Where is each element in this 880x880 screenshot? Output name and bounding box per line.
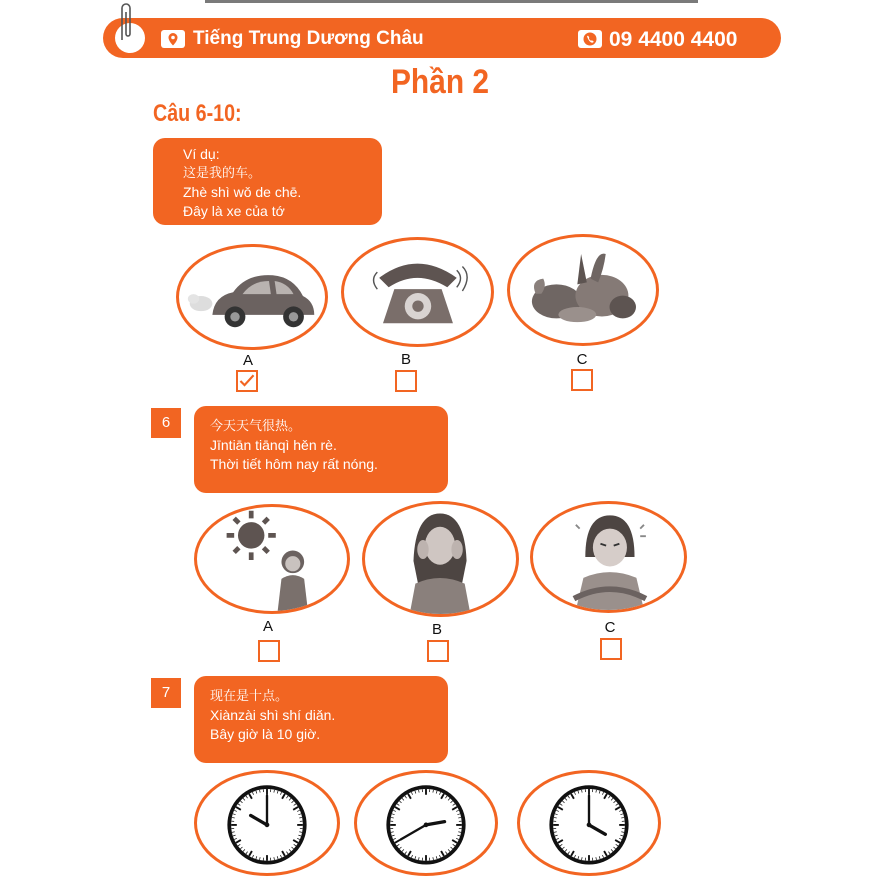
option-image-cold-girl	[530, 501, 687, 613]
example-vietnamese: Đây là xe của tớ	[183, 203, 285, 219]
question-6-box	[194, 406, 448, 493]
paperclip-icon	[118, 0, 134, 44]
option-image-hot-sun-woman	[194, 504, 350, 614]
example-chinese: 这是我的车。	[183, 166, 262, 181]
phone-icon	[578, 30, 602, 48]
option-image-clock-two-forty	[354, 770, 498, 876]
checkbox-q6-c[interactable]	[600, 638, 622, 660]
checkbox-example-a[interactable]	[236, 370, 258, 392]
option-image-clock-ten	[194, 770, 340, 876]
page-title: Phần 2	[390, 63, 490, 101]
question-7-box	[194, 676, 448, 763]
option-image-telephone	[341, 237, 494, 347]
question-number: 6	[151, 408, 181, 438]
option-letter-a: A	[242, 352, 253, 369]
question-6-vietnamese: Thời tiết hôm nay rất nóng.	[210, 456, 378, 472]
option-image-car	[176, 244, 328, 350]
option-letter-b: B	[431, 621, 442, 638]
option-letter-c: C	[576, 351, 588, 368]
option-letter-b: B	[400, 351, 411, 368]
checkbox-q6-a[interactable]	[258, 640, 280, 662]
example-label: Ví dụ:	[183, 146, 220, 162]
question-7-vietnamese: Bây giờ là 10 giờ.	[210, 726, 321, 742]
example-pinyin: Zhè shì wǒ de chē.	[183, 184, 302, 200]
question-6-pinyin: Jīntiān tiānqì hěn rè.	[210, 437, 337, 453]
example-box	[153, 138, 382, 225]
question-6-chinese: 今天天气很热。	[210, 419, 302, 434]
question-7-chinese: 现在是十点。	[210, 689, 289, 704]
question-7-pinyin: Xiànzài shì shí diǎn.	[210, 707, 336, 723]
top-border-line	[205, 0, 698, 3]
checkmark-icon	[238, 372, 256, 390]
location-pin-icon	[161, 30, 185, 48]
option-letter-c: C	[604, 619, 616, 636]
option-image-clock-four	[517, 770, 661, 876]
brand-name: Tiếng Trung Dương Châu	[193, 28, 424, 49]
option-image-headache-woman	[362, 501, 519, 617]
phone-number: 09 4400 4400	[609, 28, 738, 51]
checkbox-example-b[interactable]	[395, 370, 417, 392]
checkbox-example-c[interactable]	[571, 369, 593, 391]
checkbox-q6-b[interactable]	[427, 640, 449, 662]
question-number: 7	[151, 678, 181, 708]
option-letter-a: A	[262, 618, 273, 635]
section-subtitle: Câu 6-10:	[153, 100, 242, 127]
option-image-vegetables	[507, 234, 659, 346]
